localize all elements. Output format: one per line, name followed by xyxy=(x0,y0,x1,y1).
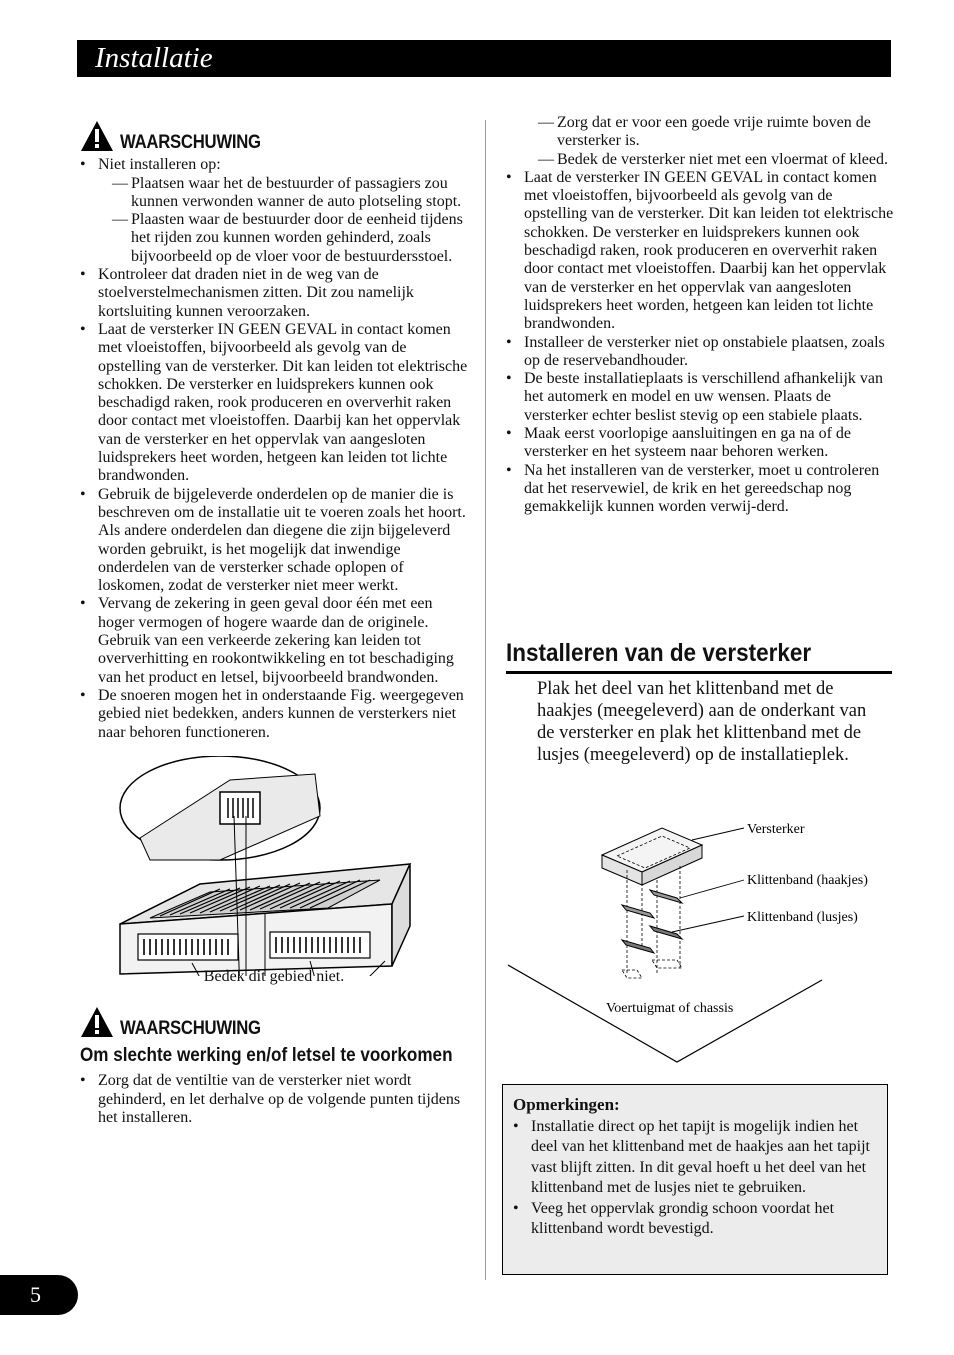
ventilation-list xyxy=(80,1072,468,1127)
installation-list xyxy=(506,169,894,517)
warning-heading xyxy=(80,1006,468,1038)
list-item: • Laat de versterker IN GEEN GEVAL in contact komen met vloeistoffen, bijvoorbeeld als gevolg van de opstelling van de versterker. Dit kan leiden tot elektrische schokken. De versterker en luidsprekers kunnen ook beschadigd raken, rook produceren en oververhit raken door contact met vloeistoffen. Daarbij kan het oppervlak van de versterker en het oppervlak van aangesloten luidsprekers heet worden, hetgeen kan leiden tot lichte brandwonden. xyxy=(80,321,468,486)
list-item: • Niet installeren op: — Plaatsen waar het de bestuurder of passagiers zou kunnen verwonden wanner de auto plotseling stopt. — Plaasten waar de bestuurder door de eenheid tijdens het rijden zou kunnen worden gehinderd, zoals bijvoorbeeld op de vloer voor de bestuurdersstoel. xyxy=(80,156,468,266)
warning-label: WAARSCHUWING xyxy=(120,132,261,153)
ventilation-sub-list xyxy=(506,114,894,169)
left-column xyxy=(80,120,468,1127)
list-item: • Laat de versterker IN GEEN GEVAL in contact komen met vloeistoffen, bijvoorbeeld als gevolg van de opstelling van de versterker. Dit kan leiden tot elektrische schokken. De versterker en luidsprekers kunnen ook beschadigd raken, rook produceren en oververhit raken door contact met vloeistoffen. Daarbij kan het oppervlak van de versterker en het oppervlak van aangesloten luidsprekers heet worden, hetgeen kan leiden tot lichte brandwonden. xyxy=(506,169,894,334)
right-column xyxy=(506,114,894,517)
page-number: 5 xyxy=(0,1275,78,1315)
sub-list-item: — Plaatsen waar het de bestuurder of passagiers zou kunnen verwonden wanner de auto plotseling stopt. xyxy=(112,175,468,212)
list-item: • Maak eerst voorlopige aansluitingen en ga na of de versterker en het systeem naar behoren werken. xyxy=(506,425,894,462)
list-item: • Installeer de versterker niet op onstabiele plaatsen, zoals op de reservebandhouder. xyxy=(506,334,894,371)
section-intro: Plak het deel van het klittenband met de haakjes (meegeleverd) aan de onderkant van de versterker en plak het klittenband met de lusjes (meegeleverd) op de installatieplek. xyxy=(537,679,867,765)
warning-heading xyxy=(80,120,468,152)
page-header xyxy=(77,40,891,77)
warning-triangle-icon xyxy=(80,120,114,152)
list-item: • Na het installeren van de versterker, moet u controleren dat het reservewiel, de krik en het gereedschap nog gemakkelijk kunnen worden verwij-derd. xyxy=(506,462,894,517)
list-item: • Veeg het oppervlak grondig schoon voordat het klittenband wordt bevestigd. xyxy=(513,1199,877,1240)
notes-list xyxy=(513,1117,877,1240)
list-item: • Zorg dat de ventiltie van de versterker niet wordt gehinderd, en let derhalve op de volgende punten tijdens het installeren. xyxy=(80,1072,468,1127)
label-velcro-hooks: Klittenband (haakjes) xyxy=(747,873,868,888)
warning-subtitle: Om slechte werking en/of letsel te voorkomen xyxy=(80,1045,453,1067)
list-item: • Gebruik de bijgeleverde onderdelen op de manier die is beschreven om de installatie uit te voeren zoals het hoort. Als andere onderdelen dan diegene die zijn bijgeleverd worden gebruikt, is het mogelijk dat inwendige onderdelen van de versterker schade oplopen of loskomen, zodat de versterker niet meer werkt. xyxy=(80,486,468,596)
sub-list-item: — Bedek de versterker niet met een vloermat of kleed. xyxy=(538,151,894,169)
list-item: • Kontroleer dat draden niet in de weg van de stoelverstelmechanismen zitten. Dit zou namelijk kortsluiting kunnen veroorzaken. xyxy=(80,266,468,321)
warning-label: WAARSCHUWING xyxy=(120,1018,261,1040)
velcro-installation-diagram xyxy=(502,810,888,1070)
warning-list xyxy=(80,156,468,742)
label-velcro-loops: Klittenband (lusjes) xyxy=(747,910,858,925)
sub-list-item: — Plaasten waar de bestuurder door de eenheid tijdens het rijden zou kunnen worden gehinderd, zoals bijvoorbeeld op de vloer voor de bestuurdersstoel. xyxy=(112,211,468,266)
notes-title: Opmerkingen: xyxy=(513,1095,620,1114)
list-item: • Installatie direct op het tapijt is mogelijk indien het deel van het klittenband met de haakjes aan het tapijt vast blijft zitten. In dit geval hoeft u het deel van het klittenband met de lusjes niet te gebruiken. xyxy=(513,1117,877,1199)
list-item: • De snoeren mogen het in onderstaande Fig. weergegeven gebied niet bedekken, anders kunnen de versterkers niet naar behoren functioneren. xyxy=(80,687,468,742)
label-floor: Voertuigmat of chassis xyxy=(606,1001,734,1016)
page-title: Installatie xyxy=(95,42,213,74)
warning-triangle-icon xyxy=(80,1006,114,1038)
list-item: • Vervang de zekering in geen geval door één met een hoger vermogen of hogere waarde dan de originele. Gebruik van een verkeerde zekering kan leiden tot oververhitting en rookontwikkeling en tot beschadiging van het product en letsel, bijvoorbeeld brandwonden. xyxy=(80,595,468,686)
list-item: • De beste installatieplaats is verschillend afhankelijk van het automerk en model en uw wensen. Plaats de versterker echter beslist stevig op een stabiele plaats. xyxy=(506,370,894,425)
notes-box xyxy=(502,1084,888,1275)
figure-caption: Bedek dit gebied niet. xyxy=(203,967,345,985)
sub-list xyxy=(98,175,468,266)
column-divider xyxy=(485,120,486,1280)
amplifier-vent-illustration xyxy=(80,756,468,976)
section-title: Installeren van de versterker xyxy=(506,637,892,674)
sub-list-item: — Zorg dat er voor een goede vrije ruimte boven de versterker is. xyxy=(538,114,894,151)
label-amplifier: Versterker xyxy=(747,822,805,837)
